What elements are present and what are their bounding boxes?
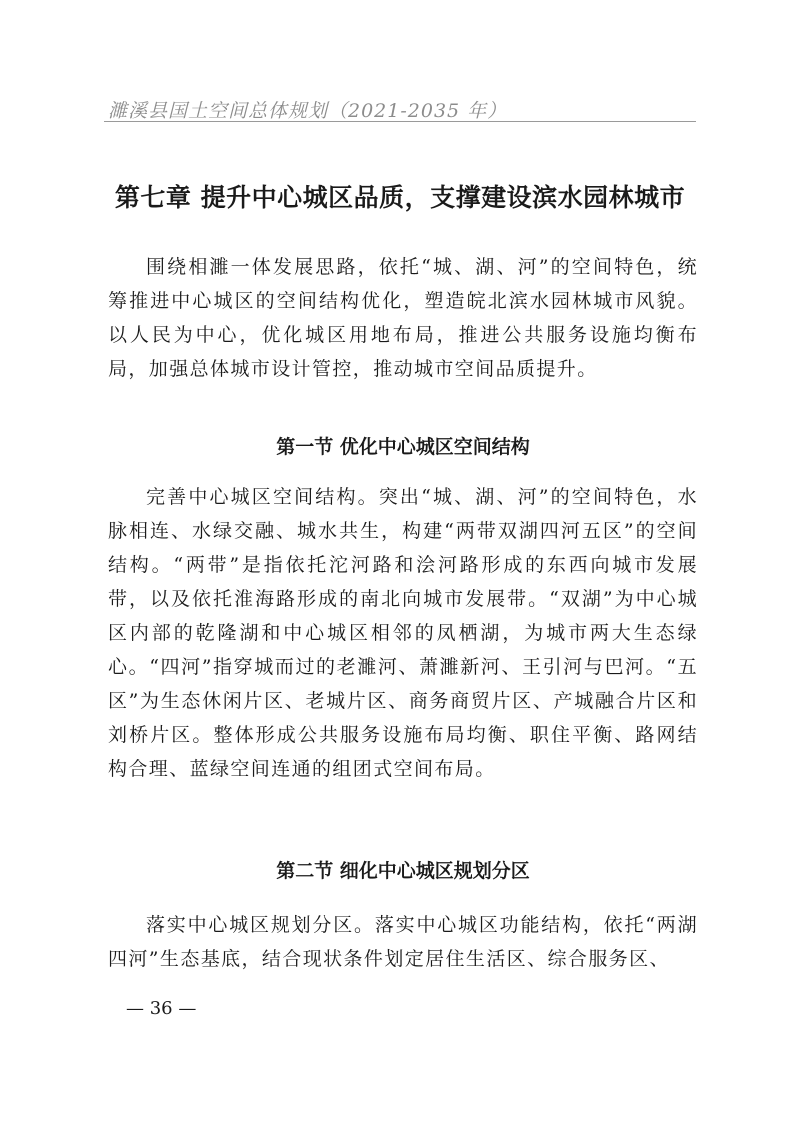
header-divider bbox=[104, 121, 696, 122]
page-number: — 36 — bbox=[126, 998, 197, 1019]
section-2-title: 第二节 细化中心城区规划分区 bbox=[276, 860, 530, 882]
section-1-title: 第一节 优化中心城区空间结构 bbox=[276, 436, 530, 458]
section-1-paragraph: 完善中心城区空间结构。突出“城、湖、河”的空间特色，水脉相连、水绿交融、城水共生，构建“两带双湖四河五区”的空间结构。“两带”是指依托沱河路和浍河路形成的东西向城市发展带，以及依托淮海路形成的南北向城市发展带。“双湖”为中心城区内部的乾隆湖和中心城区相邻的凤栖湖，为城市两大生态绿心。“四河”指穿城而过的老濉河、萧濉新河、王引河与巴河。“五区”为生态休闲片区、老城片区、商务商贸片区、产城融合片区和刘桥片区。整体形成公共服务设施布局均衡、职住平衡、路网结构合理、蓝绿空间连通的组团式空间布局。 bbox=[108, 486, 698, 780]
section-2-paragraph: 落实中心城区规划分区。落实中心城区功能结构，依托“两湖四河”生态基底，结合现状条件划定居住生活区、综合服务区、 bbox=[108, 914, 698, 970]
intro-paragraph: 围绕相濉一体发展思路，依托“城、湖、河”的空间特色，统筹推进中心城区的空间结构优化，塑造皖北滨水园林城市风貌。以人民为中心，优化城区用地布局，推进公共服务设施均衡布局，加强总体城市设计管控，推动城市空间品质提升。 bbox=[108, 256, 698, 380]
document-header: 濉溪县国土空间总体规划（2021-2035 年） bbox=[108, 100, 508, 122]
chapter-title: 第七章 提升中心城区品质，支撑建设滨水园林城市 bbox=[114, 183, 686, 212]
